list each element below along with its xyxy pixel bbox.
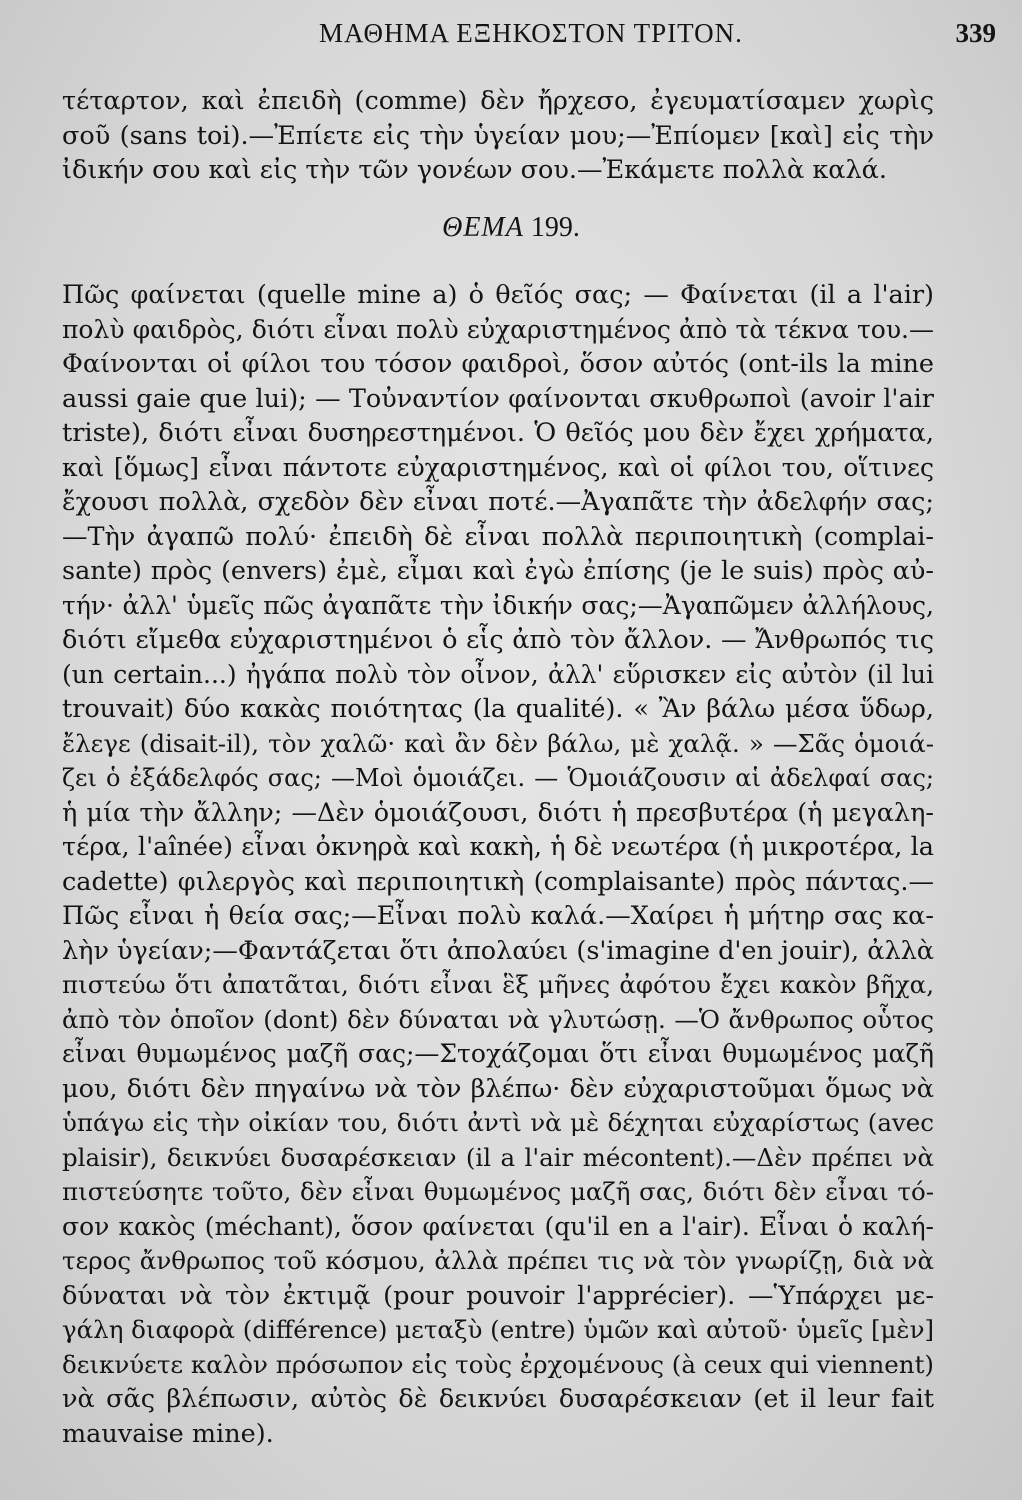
text-line: mauvaise mine). (62, 1418, 274, 1449)
text-line: πιστεύω ὅτι ἀπατᾶται, διότι εἶναι ἓξ μῆνες ἀφότου ἔχει κακὸν βῆχα, (62, 970, 934, 999)
theme-paragraph (62, 278, 934, 1451)
text-line: ἔχουσι πολλὰ, σχεδὸν δὲν εἶναι ποτέ.—Ἀγαπᾶτε τὴν ἀδελφήν σας; (62, 487, 934, 517)
text-line: ἔλεγε (disait-il), τὸν χαλῶ· καὶ ἂν δὲν βάλω, μὲ χαλᾷ. » —Σᾶς ὁμοιά- (62, 728, 934, 758)
text-line: τέρα, l'aînée) εἶναι ὀκνηρὰ καὶ κακὴ, ἡ δὲ νεωτέρα (ἡ μικροτέρα, la (62, 832, 934, 862)
text-line: ἡ μία τὴν ἄλλην; —Δὲν ὁμοιάζουσι, διότι ἡ πρεσβυτέρα (ἡ μεγαλη- (62, 797, 934, 828)
page-header (60, 14, 1002, 54)
theme-heading (0, 212, 1022, 244)
text-line: δεικνύετε καλὸν πρόσωπον εἰς τοὺς ἐρχομένους (à ceux qui viennent) (62, 1349, 934, 1379)
text-line: ἰδικήν σου καὶ εἰς τὴν τῶν γονέων σου.—Ἐκάμετε πολλὰ καλά. (62, 155, 887, 185)
text-line: μου, διότι δὲν πηγαίνω νὰ τὸν βλέπω· δὲν εὐχαριστοῦμαι ὅμως νὰ (62, 1073, 934, 1104)
text-line: τερος ἄνθρωπος τοῦ κόσμου, ἀλλὰ πρέπει τις νὰ τὸν γνωρίζῃ, διὰ νὰ (62, 1246, 934, 1275)
theme-word: ΘΕΜΑ (442, 212, 524, 243)
text-line: aussi gaie que lui); — Τοὐναντίον φαίνονται σκυθρωποὶ (avoir l'air (62, 383, 934, 414)
text-line: plaisir), δεικνύει δυσαρέσκειαν (il a l'air mécontent).—Δὲν πρέπει νὰ (62, 1142, 934, 1172)
text-line: cadette) φιλεργὸς καὶ περιποιητικὴ (complaisante) πρὸς πάντας.— (62, 866, 934, 897)
text-line: sante) πρὸς (envers) ἐμὲ, εἶμαι καὶ ἐγὼ ἐπίσης (je le suis) πρὸς αὐ- (62, 556, 934, 586)
text-line: τήν· ἀλλ' ὑμεῖς πῶς ἀγαπᾶτε τὴν ἰδικήν σας;—Ἀγαπῶμεν ἀλλήλους, (62, 590, 934, 620)
text-line: πολὺ φαιδρὸς, διότι εἶναι πολὺ εὐχαριστημένος ἀπὸ τὰ τέκνα του.— (62, 314, 934, 344)
text-line: Πῶς εἶναι ἡ θεία σας;—Εἶναι πολὺ καλά.—Χαίρει ἡ μήτηρ σας κα- (62, 901, 934, 931)
text-line: (un certain...) ἠγάπα πολὺ τὸν οἶνον, ἀλλ' εὕρισκεν εἰς αὐτὸν (il lui (62, 659, 934, 689)
text-line: triste), διότι εἶναι δυσηρεστημένοι. Ὁ θεῖός μου δὲν ἔχει χρήματα, (62, 418, 934, 448)
text-line: Πῶς φαίνεται (quelle mine a) ὁ θεῖός σας; — Φαίνεται (il a l'air) (62, 280, 934, 310)
text-line: ἀπὸ τὸν ὁποῖον (dont) δὲν δύναται νὰ γλυτώσῃ. —Ὁ ἄνθρωπος οὗτος (62, 1004, 934, 1034)
page-number: 339 (955, 18, 996, 48)
text-line: πιστεύσητε τοῦτο, δὲν εἶναι θυμωμένος μαζῆ σας, διότι δὲν εἶναι τό- (62, 1177, 934, 1206)
text-line: διότι εἴμεθα εὐχαριστημένοι ὁ εἷς ἀπὸ τὸν ἄλλον. — Ἄνθρωπός τις (62, 625, 934, 655)
running-head: ΜΑΘΗΜΑ ΕΞΗΚΟΣΤΟΝ ΤΡΙΤΟΝ. (319, 18, 743, 48)
text-line: Φαίνονται οἱ φίλοι του τόσον φαιδροὶ, ὅσον αὐτός (ont-ils la mine (62, 349, 934, 379)
intro-paragraph (62, 84, 934, 188)
text-line: σοῦ (sans toi).—Ἐπίετε εἰς τὴν ὑγείαν μου;—Ἐπίομεν [καὶ] εἰς τὴν (62, 120, 934, 151)
text-line: νὰ σᾶς βλέπωσιν, αὐτὸς δὲ δεικνύει δυσαρέσκειαν (et il leur fait (62, 1384, 934, 1414)
text-line: τέταρτον, καὶ ἐπειδὴ (comme) δὲν ἤρχεσο, ἐγευματίσαμεν χωρὶς (62, 86, 934, 116)
text-line: —Τὴν ἀγαπῶ πολύ· ἐπειδὴ δὲ εἶναι πολλὰ περιποιητικὴ (complai- (62, 521, 934, 552)
theme-number: 199. (530, 212, 580, 243)
text-line: λὴν ὑγείαν;—Φαντάζεται ὅτι ἀπολαύει (s'imagine d'en jouir), ἀλλὰ (62, 935, 934, 966)
text-line: εἶναι θυμωμένος μαζῆ σας;—Στοχάζομαι ὅτι εἶναι θυμωμένος μαζῆ (62, 1039, 934, 1068)
text-line: δύναται νὰ τὸν ἐκτιμᾷ (pour pouvoir l'apprécier). —Ὑπάρχει με- (62, 1280, 934, 1311)
text-line: καὶ [ὅμως] εἶναι πάντοτε εὐχαριστημένος, καὶ οἱ φίλοι του, οἵτινες (62, 452, 934, 482)
text-line: γάλη διαφορὰ (différence) μεταξὺ (entre) ὑμῶν καὶ αὐτοῦ· ὑμεῖς [μὲν] (62, 1315, 935, 1344)
text-line: trouvait) δύο κακὰς ποιότητας (la qualité). « Ἂν βάλω μέσα ὕδωρ, (62, 694, 934, 724)
text-line: σον κακὸς (méchant), ὅσον φαίνεται (qu'il en a l'air). Εἶναι ὁ καλή- (62, 1211, 934, 1241)
text-line: ζει ὁ ἐξάδελφός σας; —Μοὶ ὁμοιάζει. — Ὁμοιάζουσιν αἱ ἀδελφαί σας; (62, 764, 934, 792)
text-line: ὑπάγω εἰς τὴν οἰκίαν του, διότι ἀντὶ νὰ μὲ δέχηται εὐχαρίστως (avec (62, 1108, 934, 1137)
